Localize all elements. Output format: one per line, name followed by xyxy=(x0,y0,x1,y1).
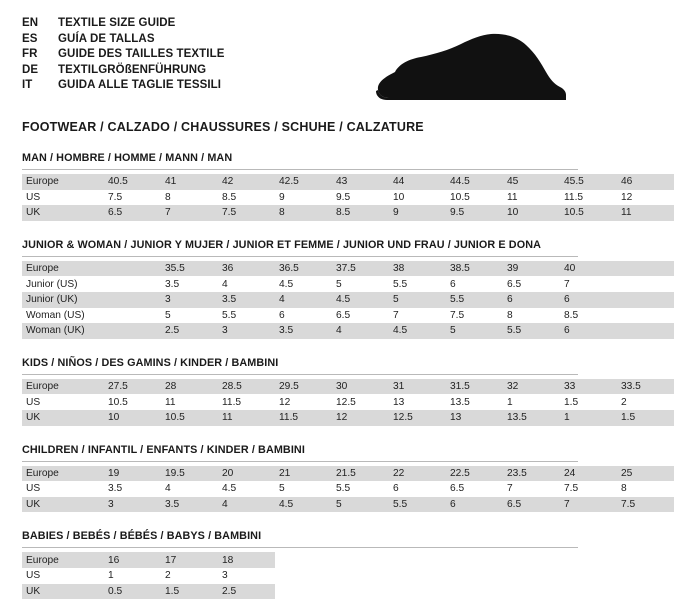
size-cell: 4 xyxy=(218,276,275,292)
size-cell: 46 xyxy=(617,174,674,190)
size-cell: 29.5 xyxy=(275,379,332,395)
table-row xyxy=(22,308,674,324)
size-cell: 7.5 xyxy=(218,205,275,221)
size-cell: 22.5 xyxy=(446,466,503,482)
size-cell: 43 xyxy=(332,174,389,190)
size-cell xyxy=(617,292,674,308)
row-label: Junior (US) xyxy=(22,276,104,292)
size-cell: 45 xyxy=(503,174,560,190)
size-cell: 6.5 xyxy=(446,481,503,497)
row-label: US xyxy=(22,190,104,206)
footwear-title: FOOTWEAR / CALZADO / CHAUSSURES / SCHUHE / CALZATURE xyxy=(22,120,424,134)
size-cell: 3.5 xyxy=(218,292,275,308)
size-cell: 16 xyxy=(104,552,161,568)
language-code: EN xyxy=(22,17,39,29)
table-row xyxy=(22,205,674,221)
size-cell: 44.5 xyxy=(446,174,503,190)
size-cell: 3 xyxy=(161,292,218,308)
language-title: GUÍA DE TALLAS xyxy=(58,32,155,45)
size-cell: 5.5 xyxy=(389,497,446,513)
size-cell: 4.5 xyxy=(275,497,332,513)
size-cell: 7.5 xyxy=(446,308,503,324)
size-cell: 5 xyxy=(446,323,503,339)
size-cell: 3 xyxy=(218,568,275,584)
size-section xyxy=(22,530,578,599)
size-cell: 12.5 xyxy=(332,394,389,410)
size-cell: 31 xyxy=(389,379,446,395)
size-cell: 13.5 xyxy=(446,394,503,410)
size-cell: 20 xyxy=(218,466,275,482)
size-cell: 5 xyxy=(389,292,446,308)
size-cell: 27.5 xyxy=(104,379,161,395)
size-cell: 33 xyxy=(560,379,617,395)
language-row xyxy=(22,47,225,63)
table-row xyxy=(22,410,674,426)
section-divider xyxy=(22,547,578,548)
table-row xyxy=(22,276,674,292)
size-table xyxy=(22,261,674,339)
size-section xyxy=(22,443,636,513)
size-cell: 8.5 xyxy=(332,205,389,221)
size-cell: 7 xyxy=(389,308,446,324)
size-cell: 19.5 xyxy=(161,466,218,482)
size-cell: 13 xyxy=(446,410,503,426)
size-section-title: MAN / HOMBRE / HOMME / MANN / MAN xyxy=(22,152,233,164)
size-cell: 6 xyxy=(275,308,332,324)
row-label: US xyxy=(22,394,104,410)
size-tables-container xyxy=(22,152,641,599)
table-row xyxy=(22,394,674,410)
size-cell: 37.5 xyxy=(332,261,389,277)
size-cell: 6.5 xyxy=(104,205,161,221)
size-cell: 41 xyxy=(161,174,218,190)
size-cell: 12 xyxy=(332,410,389,426)
size-cell: 11 xyxy=(503,190,560,206)
size-section xyxy=(22,239,578,339)
table-row xyxy=(22,261,674,277)
size-cell: 13 xyxy=(389,394,446,410)
table-row xyxy=(22,174,674,190)
size-cell: 6.5 xyxy=(503,276,560,292)
size-cell: 45.5 xyxy=(560,174,617,190)
size-cell: 11.5 xyxy=(218,394,275,410)
size-section xyxy=(22,356,641,426)
section-divider xyxy=(22,461,578,462)
size-cell: 0.5 xyxy=(104,584,161,600)
size-cell: 1.5 xyxy=(617,410,674,426)
size-cell: 5.5 xyxy=(389,276,446,292)
row-label: UK xyxy=(22,410,104,426)
size-cell: 10 xyxy=(389,190,446,206)
section-divider xyxy=(22,374,578,375)
size-table xyxy=(22,379,674,426)
size-cell: 10 xyxy=(503,205,560,221)
size-cell: 7.5 xyxy=(560,481,617,497)
size-cell: 40.5 xyxy=(104,174,161,190)
size-cell: 7 xyxy=(560,497,617,513)
size-section-title: JUNIOR & WOMAN / JUNIOR Y MUJER / JUNIOR ET FEMME / JUNIOR UND FRAU / JUNIOR E DONA xyxy=(22,238,541,251)
size-cell: 42 xyxy=(218,174,275,190)
table-row xyxy=(22,466,674,482)
size-cell: 21 xyxy=(275,466,332,482)
language-title: GUIDA ALLE TAGLIE TESSILI xyxy=(58,79,222,91)
size-cell: 12.5 xyxy=(389,410,446,426)
size-cell: 4.5 xyxy=(389,323,446,339)
size-cell: 7 xyxy=(560,276,617,292)
row-label: Woman (US) xyxy=(22,308,104,324)
size-cell: 19 xyxy=(104,466,161,482)
size-cell: 3 xyxy=(104,497,161,513)
size-cell: 12 xyxy=(617,190,674,206)
table-row xyxy=(22,190,674,206)
size-cell: 44 xyxy=(389,174,446,190)
size-cell: 6 xyxy=(503,292,560,308)
size-table xyxy=(22,466,674,513)
dress-shoe-icon xyxy=(365,26,570,106)
size-cell xyxy=(104,308,161,324)
size-table xyxy=(22,552,275,599)
size-cell: 5.5 xyxy=(332,481,389,497)
size-cell: 9 xyxy=(389,205,446,221)
size-cell: 9.5 xyxy=(332,190,389,206)
size-cell: 8 xyxy=(161,190,218,206)
size-cell: 1 xyxy=(104,568,161,584)
table-row xyxy=(22,379,674,395)
language-row xyxy=(22,63,225,79)
size-cell: 5.5 xyxy=(503,323,560,339)
size-cell: 38 xyxy=(389,261,446,277)
size-cell: 21.5 xyxy=(332,466,389,482)
language-code: IT xyxy=(22,79,33,91)
language-title-list xyxy=(22,16,225,94)
table-row xyxy=(22,292,674,308)
size-cell: 22 xyxy=(389,466,446,482)
size-cell: 7 xyxy=(161,205,218,221)
row-label: Woman (UK) xyxy=(22,323,104,339)
size-cell xyxy=(617,308,674,324)
size-cell: 10.5 xyxy=(560,205,617,221)
size-section-title: KIDS / NIÑOS / DES GAMINS / KINDER / BAMBINI xyxy=(22,356,279,369)
size-cell: 4.5 xyxy=(218,481,275,497)
row-label: Europe xyxy=(22,379,104,395)
language-code: DE xyxy=(22,63,39,76)
size-cell xyxy=(104,292,161,308)
size-cell: 11 xyxy=(218,410,275,426)
size-cell: 6 xyxy=(446,276,503,292)
size-cell: 1.5 xyxy=(560,394,617,410)
table-row xyxy=(22,584,275,600)
size-cell: 32 xyxy=(503,379,560,395)
size-cell xyxy=(104,323,161,339)
size-cell: 5 xyxy=(332,276,389,292)
size-cell: 6.5 xyxy=(332,308,389,324)
language-row xyxy=(22,32,225,48)
size-cell: 1 xyxy=(560,410,617,426)
size-cell: 3.5 xyxy=(161,276,218,292)
language-row xyxy=(22,78,225,94)
size-cell xyxy=(617,261,674,277)
size-cell xyxy=(104,276,161,292)
row-label: Europe xyxy=(22,174,104,190)
row-label: Europe xyxy=(22,552,104,568)
size-cell: 1 xyxy=(503,394,560,410)
language-code: ES xyxy=(22,32,38,45)
size-cell: 7.5 xyxy=(617,497,674,513)
size-cell: 10 xyxy=(104,410,161,426)
size-cell: 3.5 xyxy=(104,481,161,497)
size-cell: 30 xyxy=(332,379,389,395)
size-cell: 8 xyxy=(617,481,674,497)
language-row xyxy=(22,16,225,32)
size-cell: 8.5 xyxy=(560,308,617,324)
size-section xyxy=(22,152,633,221)
size-cell: 11 xyxy=(161,394,218,410)
size-cell: 40 xyxy=(560,261,617,277)
size-cell: 11.5 xyxy=(560,190,617,206)
size-cell: 3.5 xyxy=(275,323,332,339)
language-title: TEXTILGRÖßENFÜHRUNG xyxy=(58,63,207,76)
size-cell: 5 xyxy=(161,308,218,324)
size-cell: 2 xyxy=(617,394,674,410)
size-cell: 6 xyxy=(389,481,446,497)
size-cell: 11 xyxy=(617,205,674,221)
size-cell: 10.5 xyxy=(446,190,503,206)
size-cell: 38.5 xyxy=(446,261,503,277)
size-cell: 8 xyxy=(503,308,560,324)
size-cell: 5 xyxy=(275,481,332,497)
size-cell: 33.5 xyxy=(617,379,674,395)
language-title: TEXTILE SIZE GUIDE xyxy=(58,17,176,29)
size-cell: 8.5 xyxy=(218,190,275,206)
size-cell: 5.5 xyxy=(218,308,275,324)
size-cell: 11.5 xyxy=(275,410,332,426)
row-label: UK xyxy=(22,584,104,600)
size-cell: 6.5 xyxy=(503,497,560,513)
size-table xyxy=(22,174,674,221)
table-row xyxy=(22,568,275,584)
row-label: UK xyxy=(22,205,104,221)
size-cell: 24 xyxy=(560,466,617,482)
table-row xyxy=(22,323,674,339)
size-cell: 39 xyxy=(503,261,560,277)
size-section-title: CHILDREN / INFANTIL / ENFANTS / KINDER / BAMBINI xyxy=(22,443,305,456)
size-cell: 2 xyxy=(161,568,218,584)
row-label: US xyxy=(22,568,104,584)
size-cell: 28.5 xyxy=(218,379,275,395)
size-cell: 7 xyxy=(503,481,560,497)
size-cell: 10.5 xyxy=(104,394,161,410)
section-divider xyxy=(22,256,578,257)
size-cell: 5.5 xyxy=(446,292,503,308)
size-cell: 18 xyxy=(218,552,275,568)
size-cell: 4 xyxy=(161,481,218,497)
size-cell: 9 xyxy=(275,190,332,206)
size-cell: 23.5 xyxy=(503,466,560,482)
size-cell: 36.5 xyxy=(275,261,332,277)
row-label: US xyxy=(22,481,104,497)
row-label: Europe xyxy=(22,261,104,277)
size-cell: 6 xyxy=(560,323,617,339)
size-cell: 2.5 xyxy=(161,323,218,339)
size-cell: 42.5 xyxy=(275,174,332,190)
row-label: UK xyxy=(22,497,104,513)
size-cell: 3.5 xyxy=(161,497,218,513)
size-cell xyxy=(104,261,161,277)
size-cell: 10.5 xyxy=(161,410,218,426)
size-cell: 8 xyxy=(275,205,332,221)
size-cell: 17 xyxy=(161,552,218,568)
size-cell: 36 xyxy=(218,261,275,277)
size-cell: 4 xyxy=(332,323,389,339)
size-cell xyxy=(617,276,674,292)
size-cell: 6 xyxy=(446,497,503,513)
table-row xyxy=(22,481,674,497)
language-code: FR xyxy=(22,48,38,60)
size-cell: 35.5 xyxy=(161,261,218,277)
size-cell: 5 xyxy=(332,497,389,513)
size-cell: 4.5 xyxy=(332,292,389,308)
size-cell: 31.5 xyxy=(446,379,503,395)
row-label: Junior (UK) xyxy=(22,292,104,308)
size-cell: 2.5 xyxy=(218,584,275,600)
size-section-title: BABIES / BEBÉS / BÉBÉS / BABYS / BAMBINI xyxy=(22,530,262,543)
size-cell: 4.5 xyxy=(275,276,332,292)
size-cell: 4 xyxy=(275,292,332,308)
table-row xyxy=(22,497,674,513)
size-cell: 28 xyxy=(161,379,218,395)
size-cell: 3 xyxy=(218,323,275,339)
section-divider xyxy=(22,169,578,170)
size-cell: 25 xyxy=(617,466,674,482)
size-cell: 9.5 xyxy=(446,205,503,221)
size-cell: 4 xyxy=(218,497,275,513)
language-title: GUIDE DES TAILLES TEXTILE xyxy=(58,48,225,60)
size-cell: 7.5 xyxy=(104,190,161,206)
size-cell: 12 xyxy=(275,394,332,410)
size-cell xyxy=(617,323,674,339)
size-cell: 6 xyxy=(560,292,617,308)
header xyxy=(22,16,578,106)
size-cell: 1.5 xyxy=(161,584,218,600)
size-cell: 13.5 xyxy=(503,410,560,426)
row-label: Europe xyxy=(22,466,104,482)
table-row xyxy=(22,552,275,568)
